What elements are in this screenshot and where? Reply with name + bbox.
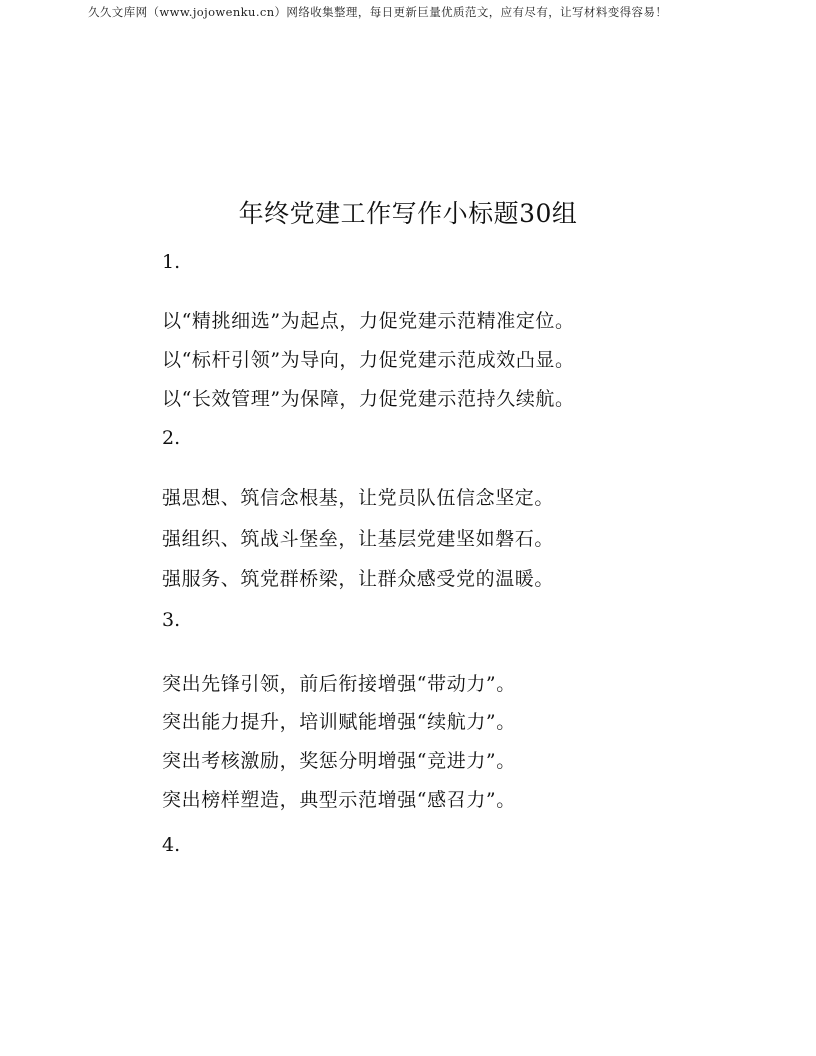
section-line: 突出先锋引领，前后衔接增强“带动力”。 [162, 673, 516, 695]
section-line: 以“精挑细选”为起点，力促党建示范精准定位。 [162, 310, 575, 332]
section-line: 强服务、筑党群桥梁，让群众感受党的温暖。 [162, 568, 555, 590]
section-number: 1. [162, 251, 181, 273]
section-line: 突出考核激励，奖惩分明增强“竞进力”。 [162, 750, 516, 772]
section-line: 突出榜样塑造，典型示范增强“感召力”。 [162, 789, 516, 811]
section-line: 以“长效管理”为保障，力促党建示范持久续航。 [162, 388, 575, 410]
document-title: 年终党建工作写作小标题30组 [238, 199, 578, 228]
section-line: 强组织、筑战斗堡垒，让基层党建坚如磐石。 [162, 528, 555, 550]
header-banner: 久久文库网（www.jojowenku.cn）网络收集整理，每日更新巨量优质范文，应有尽有，让写材料变得容易！ [88, 5, 668, 19]
section-number: 4. [162, 834, 181, 856]
section-line: 强思想、筑信念根基，让党员队伍信念坚定。 [162, 487, 555, 509]
section-line: 突出能力提升，培训赋能增强“续航力”。 [162, 711, 516, 733]
section-number: 3. [162, 609, 181, 631]
section-number: 2. [162, 427, 181, 449]
section-line: 以“标杆引领”为导向，力促党建示范成效凸显。 [162, 349, 575, 371]
